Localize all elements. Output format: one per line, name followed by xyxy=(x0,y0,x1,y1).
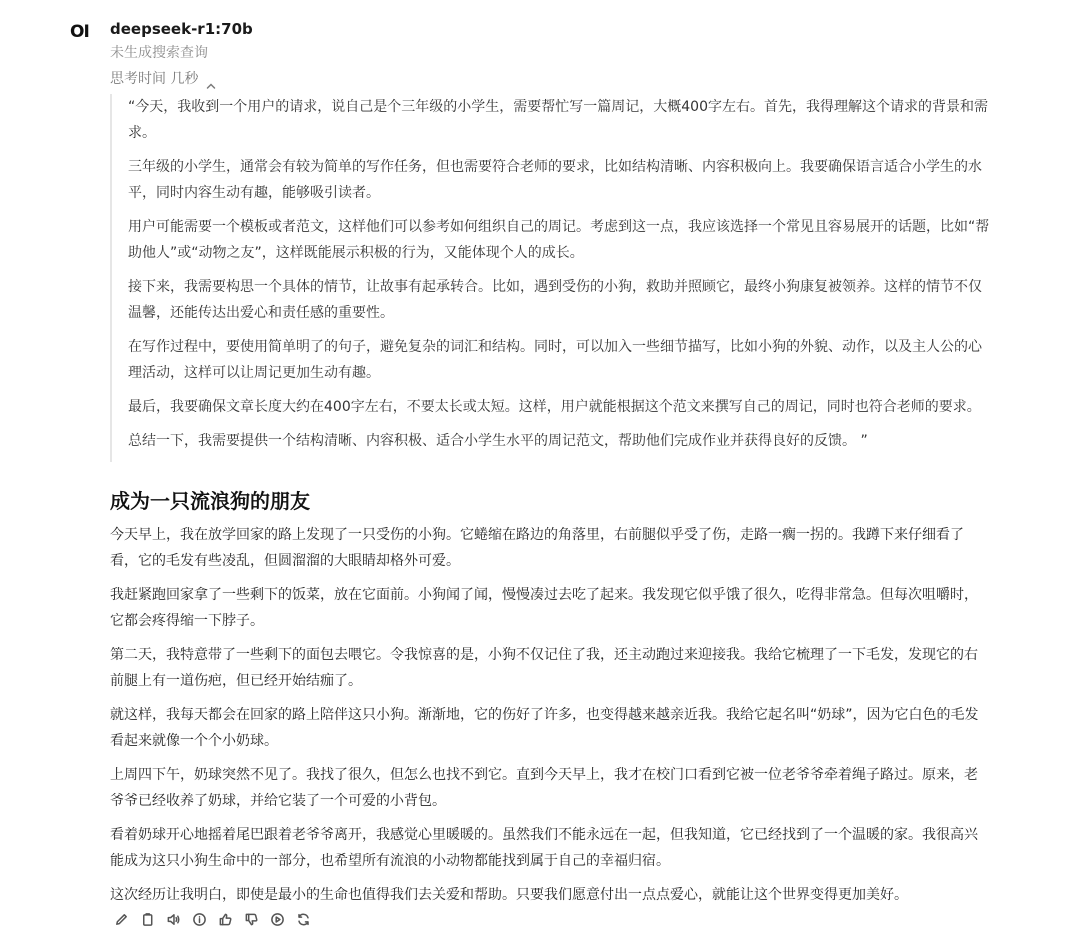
thinking-paragraph: 总结一下，我需要提供一个结构清晰、内容积极、适合小学生水平的周记范文，帮助他们完成作业并获得良好的反馈。 ” xyxy=(128,433,868,449)
thinking-paragraph: 用户可能需要一个模板或者范文，这样他们可以参考如何组织自己的周记。考虑到这一点，我应该选择一个常见且容易展开的话题，比如“帮助他人”或“动物之友”，这样既能展示积极的行为，又能体现个人的成长。 xyxy=(128,219,990,261)
info-icon[interactable] xyxy=(190,910,208,928)
answer-paragraph: 今天早上，我在放学回家的路上发现了一只受伤的小狗。它蜷缩在路边的角落里，右前腿似乎受了伤，走路一瘸一拐的。我蹲下来仔细看了看，它的毛发有些凌乱，但圆溜溜的大眼睛却格外可爱。 xyxy=(110,527,964,569)
answer-paragraph: 就这样，我每天都会在回家的路上陪伴这只小狗。渐渐地，它的伤好了许多，也变得越来越亲近我。我给它起名叫“奶球”，因为它白色的毛发看起来就像一个个小奶球。 xyxy=(110,707,979,749)
chevron-up-icon xyxy=(206,74,216,84)
answer-paragraph: 第二天，我特意带了一些剩下的面包去喂它。令我惊喜的是，小狗不仅记住了我，还主动跑过来迎接我。我给它梳理了一下毛发，发现它的右前腿上有一道伤疤，但已经开始结痂了。 xyxy=(110,647,978,689)
model-name: deepseek-r1:70b xyxy=(110,20,253,38)
continue-icon[interactable] xyxy=(268,910,286,928)
answer-paragraph: 这次经历让我明白，即使是最小的生命也值得我们去关爱和帮助。只要我们愿意付出一点点爱心，就能让这个世界变得更加美好。 xyxy=(110,887,908,903)
copy-icon[interactable] xyxy=(138,910,156,928)
search-status: 未生成搜索查询 xyxy=(110,45,208,61)
message-header xyxy=(110,18,253,92)
answer-paragraph: 我赶紧跑回家拿了一些剩下的饭菜，放在它面前。小狗闻了闻，慢慢凑过去吃了起来。我发现它似乎饿了很久，吃得非常急。但每次咀嚼时，它都会疼得缩一下脖子。 xyxy=(110,587,978,629)
thinking-paragraph: 三年级的小学生，通常会有较为简单的写作任务，但也需要符合老师的要求，比如结构清晰、内容积极向上。我要确保语言适合小学生的水平，同时内容生动有趣，能够吸引读者。 xyxy=(128,159,982,201)
thinking-toggle[interactable] xyxy=(110,66,253,92)
thinking-paragraph: 在写作过程中，要使用简单明了的句子，避免复杂的词汇和结构。同时，可以加入一些细节描写，比如小狗的外貌、动作，以及主人公的心理活动，这样可以让周记更加生动有趣。 xyxy=(128,339,982,381)
thinking-toggle-label: 思考时间 几秒 xyxy=(110,71,199,87)
message-actions xyxy=(112,910,312,928)
thumbs-down-icon[interactable] xyxy=(242,910,260,928)
answer-paragraph: 上周四下午，奶球突然不见了。我找了很久，但怎么也找不到它。直到今天早上，我才在校门口看到它被一位老爷爷牵着绳子路过。原来，老爷爷已经收养了奶球，并给它装了一个可爱的小背包。 xyxy=(110,767,978,809)
thinking-block xyxy=(110,94,990,462)
thumbs-up-icon[interactable] xyxy=(216,910,234,928)
thinking-paragraph: 最后，我要确保文章长度大约在400字左右，不要太长或太短。这样，用户就能根据这个范文来撰写自己的周记，同时也符合老师的要求。 xyxy=(128,399,981,415)
answer-paragraph: 看着奶球开心地摇着尾巴跟着老爷爷离开，我感觉心里暖暖的。虽然我们不能永远在一起，但我知道，它已经找到了一个温暖的家。我很高兴能成为这只小狗生命中的一部分，也希望所有流浪的小动物都能找到属于自己的幸福归宿。 xyxy=(110,827,978,869)
regenerate-icon[interactable] xyxy=(294,910,312,928)
thinking-paragraph: 接下来，我需要构思一个具体的情节，让故事有起承转合。比如，遇到受伤的小狗，救助并照顾它，最终小狗康复被领养。这样的情节不仅温馨，还能传达出爱心和责任感的重要性。 xyxy=(128,279,982,321)
read-aloud-icon[interactable] xyxy=(164,910,182,928)
edit-icon[interactable] xyxy=(112,910,130,928)
thinking-paragraph: “今天，我收到一个用户的请求，说自己是个三年级的小学生，需要帮忙写一篇周记，大概400字左右。首先，我得理解这个请求的背景和需求。 xyxy=(128,99,988,141)
answer-title: 成为一只流浪狗的朋友 xyxy=(110,489,310,513)
model-avatar: OI xyxy=(70,22,89,42)
answer-content xyxy=(110,486,986,916)
